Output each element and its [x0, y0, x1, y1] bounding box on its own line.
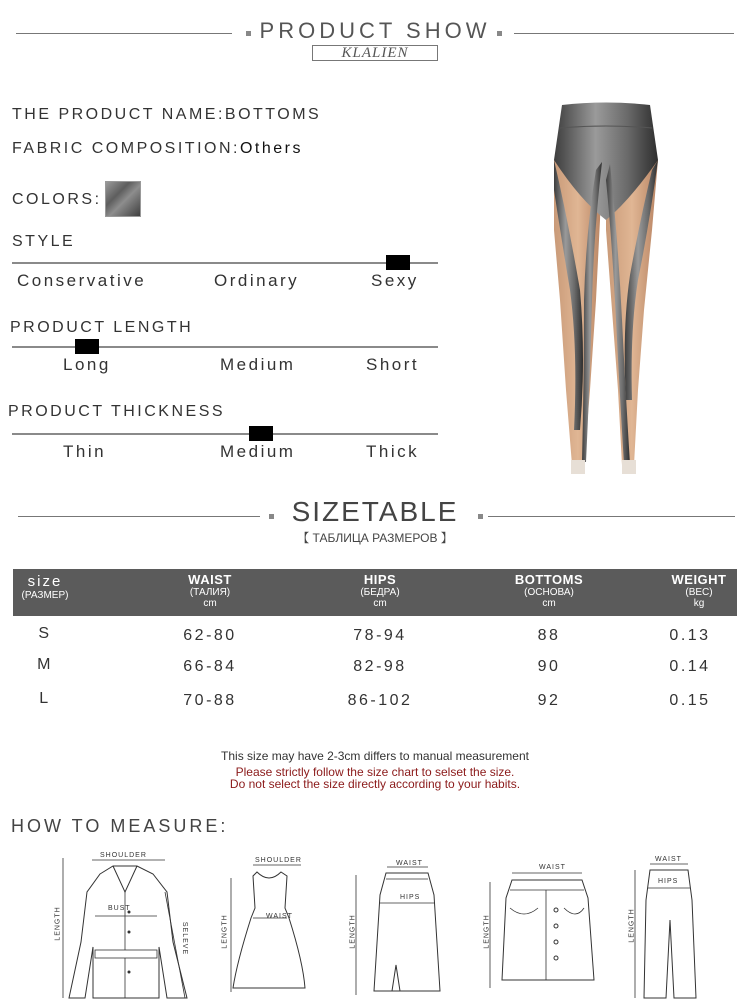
- cell-weight: 0.15: [669, 692, 711, 709]
- col-waist-main: WAIST: [188, 572, 232, 587]
- style-option-ordinary: Ordinary: [214, 271, 300, 290]
- label-sleeve: SELEVE: [181, 921, 189, 956]
- sizetable-subtitle: 【 ТАБЛИЦА РАЗМЕРОВ 】: [297, 531, 453, 545]
- measurement-note: This size may have 2-3cm differs to manual measurement: [221, 749, 529, 763]
- skirt-measure-illustration: [349, 865, 447, 1000]
- label-hips-skirt: HIPS: [400, 894, 421, 901]
- product-name-row: [12, 106, 321, 124]
- brand-name: KLALIEN: [312, 45, 438, 61]
- col-header-bottoms: [499, 572, 599, 609]
- label-length: LENGTH: [54, 906, 62, 941]
- style-option-conservative: Conservative: [17, 271, 147, 290]
- page-title: PRODUCT SHOW: [259, 18, 491, 43]
- label-length-skirt: LENGTH: [349, 914, 357, 949]
- col-bottoms-unit: cm: [542, 598, 556, 609]
- jacket-measure-illustration: [55, 852, 200, 1000]
- thickness-option-medium: Medium: [220, 442, 296, 461]
- col-weight-sub: (ВЕС): [685, 587, 713, 598]
- cell-weight: 0.14: [669, 658, 711, 675]
- fabric-value: Others: [239, 140, 303, 157]
- dress-measure-illustration: [225, 862, 305, 1000]
- col-weight-unit: kg: [693, 598, 705, 609]
- label-waist-dress: WAIST: [266, 913, 293, 920]
- thickness-option-thick: Thick: [366, 442, 420, 461]
- length-option-medium: Medium: [220, 355, 296, 374]
- product-image-leggings: [540, 100, 670, 480]
- cell-waist: 62-80: [183, 627, 237, 644]
- thickness-label: PRODUCT THICKNESS: [8, 403, 226, 420]
- how-to-measure-title: HOW TO MEASURE:: [11, 816, 229, 836]
- sizetable-rule-right: [488, 516, 735, 517]
- label-length-shorts: LENGTH: [483, 914, 491, 949]
- label-waist-skirt: WAIST: [396, 860, 423, 867]
- col-hips-unit: cm: [373, 598, 387, 609]
- col-hips-sub: (БЕДРА): [360, 587, 400, 598]
- label-shoulder: SHOULDER: [100, 852, 147, 859]
- col-header-waist: [160, 572, 260, 609]
- col-header-hips: [330, 572, 430, 609]
- col-size-sub: (РАЗМЕР): [21, 590, 69, 601]
- col-header-size: [13, 573, 77, 601]
- thickness-marker: [249, 426, 273, 441]
- product-name-label: THE PRODUCT NAME:: [12, 106, 225, 123]
- cell-bottoms: 88: [537, 627, 561, 644]
- size-warning: [0, 766, 750, 790]
- header-dot-right: [497, 31, 502, 36]
- cell-size: M: [37, 656, 53, 673]
- style-label: STYLE: [12, 233, 76, 250]
- col-waist-sub: (ТАЛИЯ): [189, 587, 231, 598]
- thickness-scale-line: [12, 433, 438, 435]
- style-option-sexy: Sexy: [371, 271, 419, 290]
- length-label: PRODUCT LENGTH: [10, 319, 194, 336]
- length-marker: [75, 339, 99, 354]
- col-waist-unit: cm: [203, 598, 217, 609]
- colors-label: COLORS:: [12, 191, 102, 208]
- cell-waist: 70-88: [183, 692, 237, 709]
- label-waist-shorts: WAIST: [539, 864, 566, 871]
- col-header-weight: [654, 572, 744, 609]
- sizetable-dot-right: [478, 514, 483, 519]
- color-swatch-silver[interactable]: [105, 181, 141, 217]
- cell-waist: 66-84: [183, 658, 237, 675]
- col-weight-main: WEIGHT: [671, 572, 727, 587]
- sizetable-title: SIZETABLE: [291, 496, 459, 527]
- col-bottoms-sub: (ОСНОВА): [524, 587, 574, 598]
- fabric-row: [12, 140, 303, 158]
- style-marker: [386, 255, 410, 270]
- label-bust: BUST: [108, 905, 131, 912]
- col-size-main: size: [27, 573, 63, 590]
- cell-bottoms: 90: [537, 658, 561, 675]
- cell-hips: 78-94: [353, 627, 407, 644]
- cell-size: L: [39, 690, 51, 707]
- length-option-long: Long: [63, 355, 111, 374]
- cell-hips: 86-102: [347, 692, 413, 709]
- label-waist-trousers: WAIST: [655, 856, 682, 863]
- size-warning-line1: Please strictly follow the size chart to selset the size.: [235, 765, 515, 779]
- size-warning-line2: Do not select the size directly according to your habits.: [229, 777, 521, 791]
- shorts-measure-illustration: [484, 868, 609, 993]
- label-shoulder-dress: SHOULDER: [255, 857, 302, 864]
- label-length-trousers: LENGTH: [628, 908, 636, 943]
- header-rule-right: [514, 33, 734, 34]
- cell-weight: 0.13: [669, 627, 711, 644]
- fabric-label: FABRIC COMPOSITION:: [12, 140, 240, 157]
- label-hips-trousers: HIPS: [658, 878, 679, 885]
- cell-bottoms: 92: [537, 692, 561, 709]
- cell-size: S: [38, 625, 52, 642]
- cell-hips: 82-98: [353, 658, 407, 675]
- length-option-short: Short: [366, 355, 420, 374]
- col-hips-main: HIPS: [363, 572, 397, 587]
- col-bottoms-main: BOTTOMS: [514, 572, 584, 587]
- product-name-value: BOTTOMS: [224, 106, 322, 123]
- thickness-option-thin: Thin: [63, 442, 107, 461]
- style-scale-line: [12, 262, 438, 264]
- label-length-dress: LENGTH: [221, 914, 229, 949]
